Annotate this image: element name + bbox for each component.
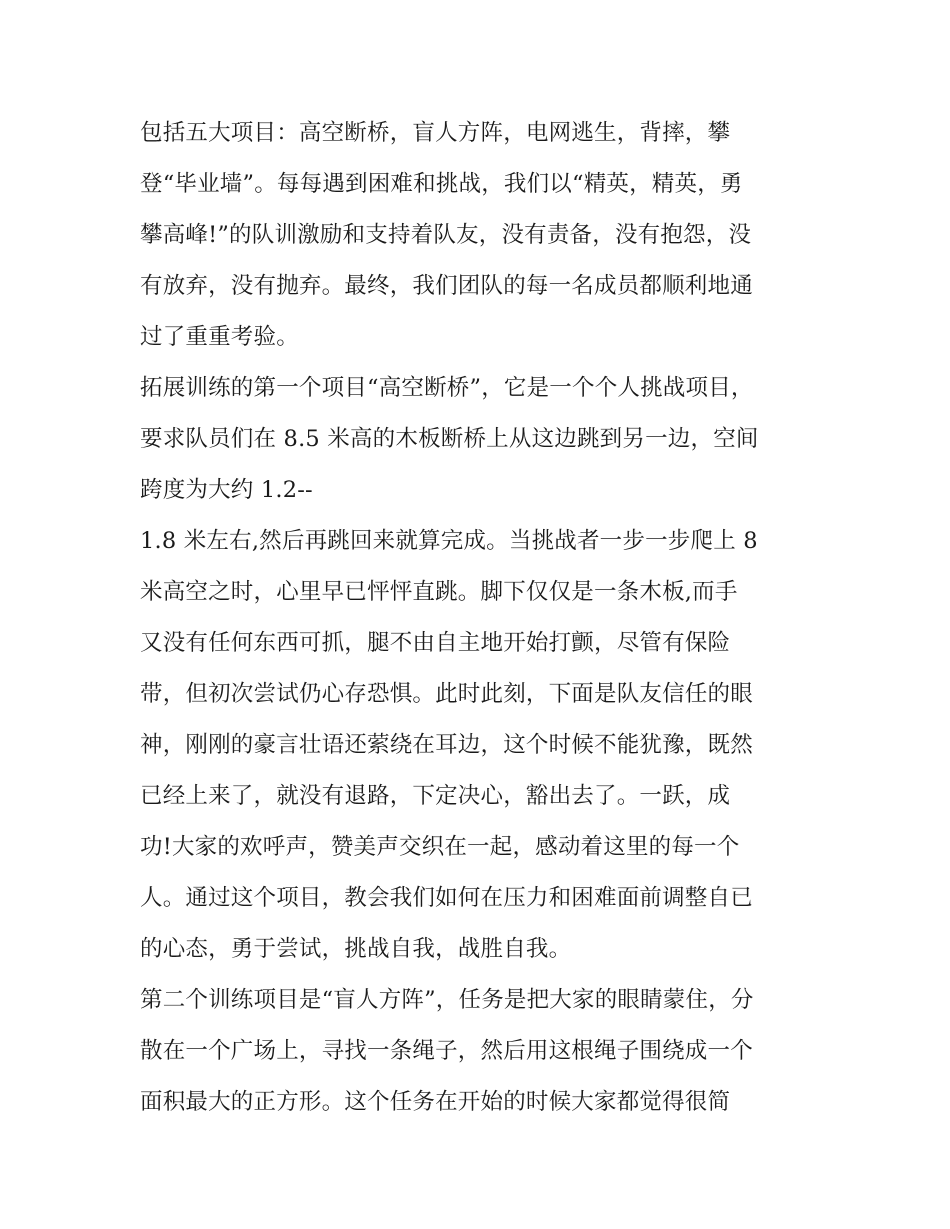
text-line: 包括五大项目：高空断桥，盲人方阵，电网逃生，背摔，攀 [140, 120, 731, 146]
text-line: 人。通过这个项目，教会我们如何在压力和困难面前调整自已 [140, 885, 753, 911]
text-line: 有放弃，没有抛弃。最终，我们团队的每一名成员都顺利地通 [140, 273, 753, 299]
text-line: 散在一个广场上，寻找一条绳子，然后用这根绳子围绕成一个 [140, 1038, 753, 1064]
text-line: 第二个训练项目是“盲人方阵”，任务是把大家的眼睛蒙住，分 [140, 987, 754, 1013]
text-line: 功!大家的欢呼声，赞美声交织在一起，感动着这里的每一个 [140, 834, 740, 860]
text-line: 又没有任何东西可抓，腿不由自主地开始打颤，尽管有保险 [140, 630, 731, 656]
body-text [140, 108, 820, 1128]
text-line: 1.8 米左右,然后再跳回来就算完成。当挑战者一步一步爬上 8 [140, 528, 758, 554]
text-line: 拓展训练的第一个项目“高空断桥”，它是一个个人挑战项目， [140, 375, 754, 401]
text-line: 带，但初次尝试仍心存恐惧。此时此刻，下面是队友信任的眼 [140, 681, 753, 707]
text-line: 米高空之时，心里早已怦怦直跳。脚下仅仅是一条木板,而手 [140, 579, 738, 605]
text-line: 要求队员们在 8.5 米高的木板断桥上从这边跳到另一边，空间 [140, 426, 759, 452]
text-line: 登“毕业墙”。每每遇到困难和挑战，我们以“精英，精英，勇 [140, 171, 743, 197]
text-line: 过了重重考验。 [140, 324, 299, 350]
text-line: 的心态，勇于尝试，挑战自我，战胜自我。 [140, 936, 572, 962]
text-line: 跨度为大约 1.2-- [140, 477, 313, 503]
text-line: 神，刚刚的豪言壮语还萦绕在耳边，这个时候不能犹豫，既然 [140, 732, 753, 758]
text-line: 已经上来了，就没有退路，下定决心，豁出去了。一跃，成 [140, 783, 731, 809]
text-line: 面积最大的正方形。这个任务在开始的时候大家都觉得很简 [140, 1089, 731, 1115]
text-line: 攀高峰!”的队训激励和支持着队友，没有责备，没有抱怨，没 [140, 222, 752, 248]
